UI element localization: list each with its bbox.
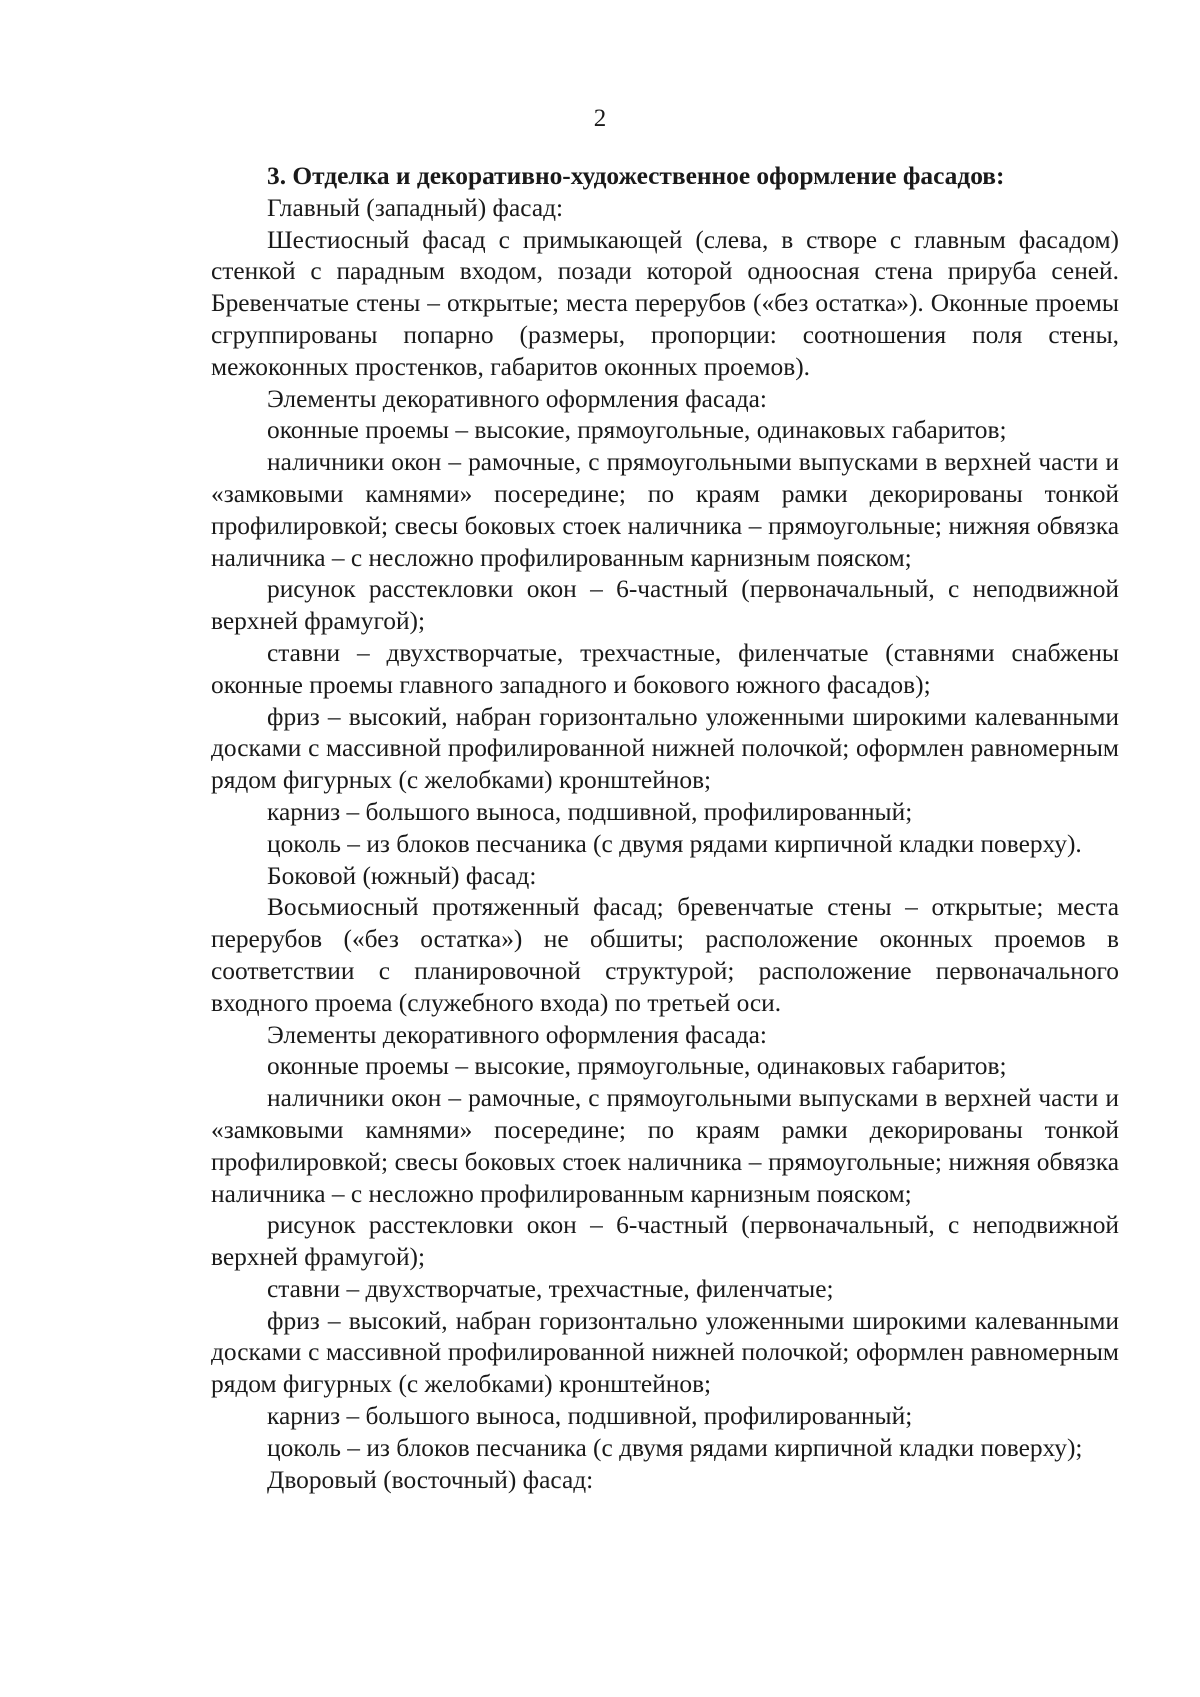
document-body	[211, 161, 1119, 1496]
paragraph-frieze: фриз – высокий, набран горизонтально уложенными широкими калеванными досками с массивной профилированной нижней полочкой; оформлен равномерным рядом фигурных (с желобками) кронштейнов;	[211, 1306, 1119, 1399]
paragraph-decor-elements-heading: Элементы декоративного оформления фасада:	[267, 1020, 767, 1049]
page-number: 2	[593, 105, 607, 132]
subsection-heading-south-facade: Боковой (южный) фасад:	[267, 861, 537, 890]
paragraph-south-facade-description: Восьмиосный протяженный фасад; бревенчатые стены – открытые; места перерубов («без остатка») не обшиты; расположение оконных проемов в соответствии с планировочной структурой; расположение первоначального входного проема (служебного входа) по третьей оси.	[211, 893, 1119, 1017]
subsection-heading-east-facade: Дворовый (восточный) фасад:	[267, 1465, 594, 1494]
paragraph-cornice: карниз – большого выноса, подшивной, профилированный;	[267, 797, 913, 826]
paragraph-frieze: фриз – высокий, набран горизонтально уложенными широкими калеванными досками с массивной профилированной нижней полочкой; оформлен равномерным рядом фигурных (с желобками) кронштейнов;	[211, 702, 1119, 795]
subsection-heading-west-facade: Главный (западный) фасад:	[267, 193, 564, 222]
paragraph-plinth: цоколь – из блоков песчаника (с двумя рядами кирпичной кладки поверху);	[267, 1433, 1083, 1462]
paragraph-decor-elements-heading: Элементы декоративного оформления фасада:	[267, 384, 767, 413]
paragraph-glazing-pattern: рисунок расстекловки окон – 6-частный (первоначальный, с неподвижной верхней фрамугой);	[211, 575, 1119, 636]
paragraph-west-facade-description: Шестиосный фасад с примыкающей (слева, в створе с главным фасадом) стенкой с парадным входом, позади которой одноосная стена прируба сеней. Бревенчатые стены – открытые; места перерубов («без остатка»). Оконные проемы сгруппированы попарно (размеры, пропорции: соотношения поля стены, межоконных простенков, габаритов оконных проемов).	[211, 225, 1119, 381]
paragraph-shutters: ставни – двухстворчатые, трехчастные, филенчатые;	[267, 1274, 834, 1303]
paragraph-glazing-pattern: рисунок расстекловки окон – 6-частный (первоначальный, с неподвижной верхней фрамугой);	[211, 1211, 1119, 1272]
paragraph-window-casings: наличники окон – рамочные, с прямоугольными выпусками в верхней части и «замковыми камнями» посередине; по краям рамки декорированы тонкой профилировкой; свесы боковых стоек наличника – прямоугольные; нижняя обвязка наличника – с несложно профилированным карнизным пояском;	[211, 448, 1119, 572]
paragraph-plinth: цоколь – из блоков песчаника (с двумя рядами кирпичной кладки поверху).	[267, 829, 1082, 858]
paragraph-window-casings: наличники окон – рамочные, с прямоугольными выпусками в верхней части и «замковыми камнями» посередине; по краям рамки декорированы тонкой профилировкой; свесы боковых стоек наличника – прямоугольные; нижняя обвязка наличника – с несложно профилированным карнизным пояском;	[211, 1084, 1119, 1208]
paragraph-cornice: карниз – большого выноса, подшивной, профилированный;	[267, 1402, 913, 1431]
paragraph-shutters: ставни – двухстворчатые, трехчастные, филенчатые (ставнями снабжены оконные проемы главного западного и бокового южного фасадов);	[211, 638, 1119, 699]
paragraph-window-openings: оконные проемы – высокие, прямоугольные, одинаковых габаритов;	[267, 416, 1007, 445]
section-heading: 3. Отделка и декоративно-художественное оформление фасадов:	[267, 162, 1005, 190]
paragraph-window-openings: оконные проемы – высокие, прямоугольные, одинаковых габаритов;	[267, 1052, 1007, 1081]
